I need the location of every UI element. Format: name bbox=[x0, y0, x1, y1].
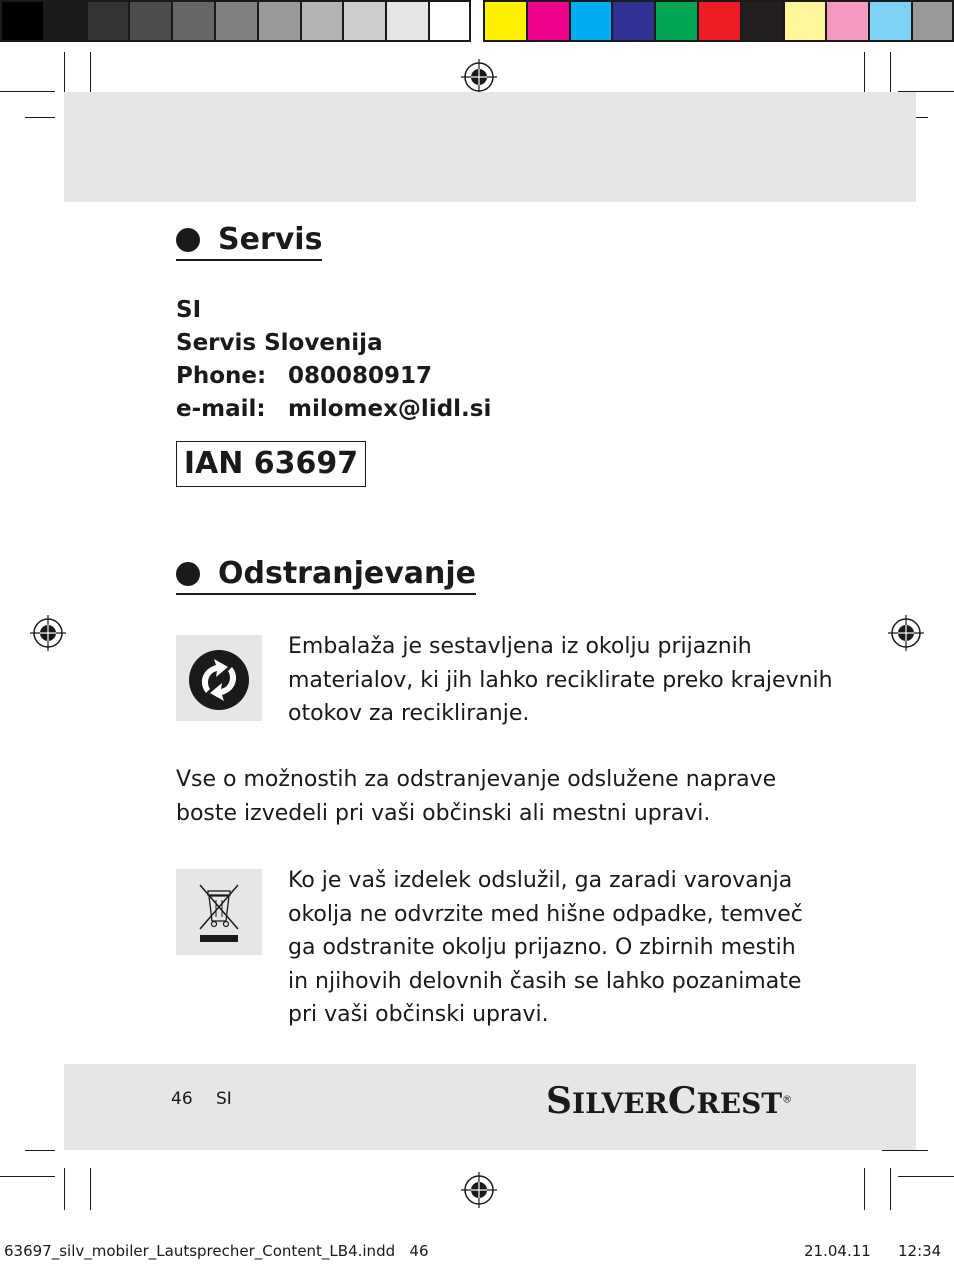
logo-letter-s: S bbox=[546, 1080, 572, 1122]
registration-mark-icon bbox=[461, 59, 497, 95]
color-swatch bbox=[526, 0, 569, 42]
crop-mark bbox=[864, 1168, 865, 1210]
crop-mark bbox=[890, 52, 891, 92]
color-swatch bbox=[43, 0, 86, 42]
recycle-icon-box bbox=[176, 635, 262, 721]
crop-mark bbox=[0, 1176, 55, 1177]
ian-number-box: IAN 63697 bbox=[176, 441, 366, 487]
silvercrest-logo bbox=[546, 1080, 792, 1122]
bullet-icon bbox=[176, 228, 200, 252]
color-swatch bbox=[428, 0, 471, 42]
service-name: Servis Slovenija bbox=[176, 330, 383, 356]
packaging-paragraph bbox=[288, 630, 833, 731]
paragraph-line: Vse o možnostih za odstranjevanje odslužene naprave bbox=[176, 767, 777, 792]
color-swatch bbox=[825, 0, 868, 42]
weee-paragraph bbox=[288, 864, 803, 1032]
header-band bbox=[64, 92, 916, 202]
paragraph-line: Embalaža je sestavljena iz okolju prijaznih bbox=[288, 634, 752, 659]
green-dot-recycle-icon bbox=[176, 635, 262, 721]
color-swatch bbox=[300, 0, 343, 42]
paragraph-line: in njihovih delovnih časih se lahko pozanimate bbox=[288, 968, 802, 994]
cmyk-color-bar bbox=[483, 0, 954, 46]
logo-text-ilver: ILVER bbox=[572, 1087, 668, 1120]
paragraph-line: okolja ne odvrzite med hišne odpadke, temveč bbox=[288, 901, 803, 927]
email-value: milomex@lidl.si bbox=[288, 396, 492, 422]
color-swatch bbox=[257, 0, 300, 42]
color-swatch bbox=[611, 0, 654, 42]
color-swatch bbox=[740, 0, 783, 42]
crop-mark bbox=[25, 117, 55, 118]
color-swatch bbox=[783, 0, 826, 42]
slug-date: 21.04.11 bbox=[804, 1242, 871, 1260]
weee-icon-box bbox=[176, 869, 262, 955]
color-swatch bbox=[128, 0, 171, 42]
crop-mark bbox=[890, 1168, 891, 1210]
color-swatch bbox=[86, 0, 129, 42]
phone-label: Phone: bbox=[176, 363, 267, 389]
color-swatch bbox=[569, 0, 612, 42]
service-country: SI bbox=[176, 297, 202, 323]
registered-mark: ® bbox=[782, 1094, 793, 1106]
odstranjevanje-heading-text: Odstranjevanje bbox=[218, 556, 476, 591]
crop-mark bbox=[64, 1168, 65, 1210]
service-email bbox=[176, 396, 491, 422]
crop-mark bbox=[898, 1176, 954, 1177]
color-swatch bbox=[214, 0, 257, 42]
paragraph-line: otokov za recikliranje. bbox=[288, 701, 530, 726]
crossed-out-wheelie-bin-icon bbox=[176, 869, 262, 955]
crop-mark bbox=[882, 1150, 928, 1151]
logo-text-rest: REST bbox=[696, 1087, 783, 1120]
footer-language: SI bbox=[216, 1089, 232, 1109]
slug-filename: 63697_silv_mobiler_Lautsprecher_Content_LB4.indd 46 bbox=[4, 1242, 429, 1260]
color-swatch bbox=[483, 0, 526, 42]
registration-mark-icon bbox=[461, 1172, 497, 1208]
crop-mark bbox=[90, 1168, 91, 1210]
page-number: 46 bbox=[171, 1089, 193, 1109]
paragraph-line: materialov, ki jih lahko reciklirate preko krajevnih bbox=[288, 667, 833, 693]
email-label: e-mail: bbox=[176, 396, 266, 422]
odstranjevanje-heading bbox=[176, 556, 476, 595]
color-swatch bbox=[0, 0, 43, 42]
grayscale-color-bar bbox=[0, 0, 471, 46]
color-swatch bbox=[385, 0, 428, 42]
crop-mark bbox=[0, 91, 55, 92]
color-swatch bbox=[342, 0, 385, 42]
slug-time: 12:34 bbox=[898, 1242, 942, 1260]
servis-heading-text: Servis bbox=[218, 222, 323, 257]
color-swatch bbox=[654, 0, 697, 42]
registration-mark-icon bbox=[30, 615, 66, 651]
color-swatch bbox=[697, 0, 740, 42]
paragraph-line: ga odstranite okolju prijazno. O zbirnih mestih bbox=[288, 935, 796, 960]
color-swatch bbox=[171, 0, 214, 42]
logo-letter-c: C bbox=[667, 1080, 697, 1122]
crop-mark bbox=[25, 1150, 55, 1151]
crop-mark bbox=[64, 52, 65, 92]
paragraph-line: pri vaši občinski upravi. bbox=[288, 1002, 549, 1027]
paragraph-line: Ko je vaš izdelek odslužil, ga zaradi varovanja bbox=[288, 868, 793, 893]
bullet-icon bbox=[176, 562, 200, 586]
paragraph-line: boste izvedeli pri vaši občinski ali mestni upravi. bbox=[176, 800, 711, 826]
registration-mark-icon bbox=[888, 615, 924, 651]
phone-value: 080080917 bbox=[288, 363, 433, 389]
color-swatch bbox=[911, 0, 954, 42]
crop-mark bbox=[864, 52, 865, 92]
servis-heading bbox=[176, 222, 322, 261]
disposal-paragraph bbox=[176, 763, 776, 830]
color-swatch bbox=[868, 0, 911, 42]
service-phone bbox=[176, 363, 432, 389]
crop-mark bbox=[90, 52, 91, 92]
